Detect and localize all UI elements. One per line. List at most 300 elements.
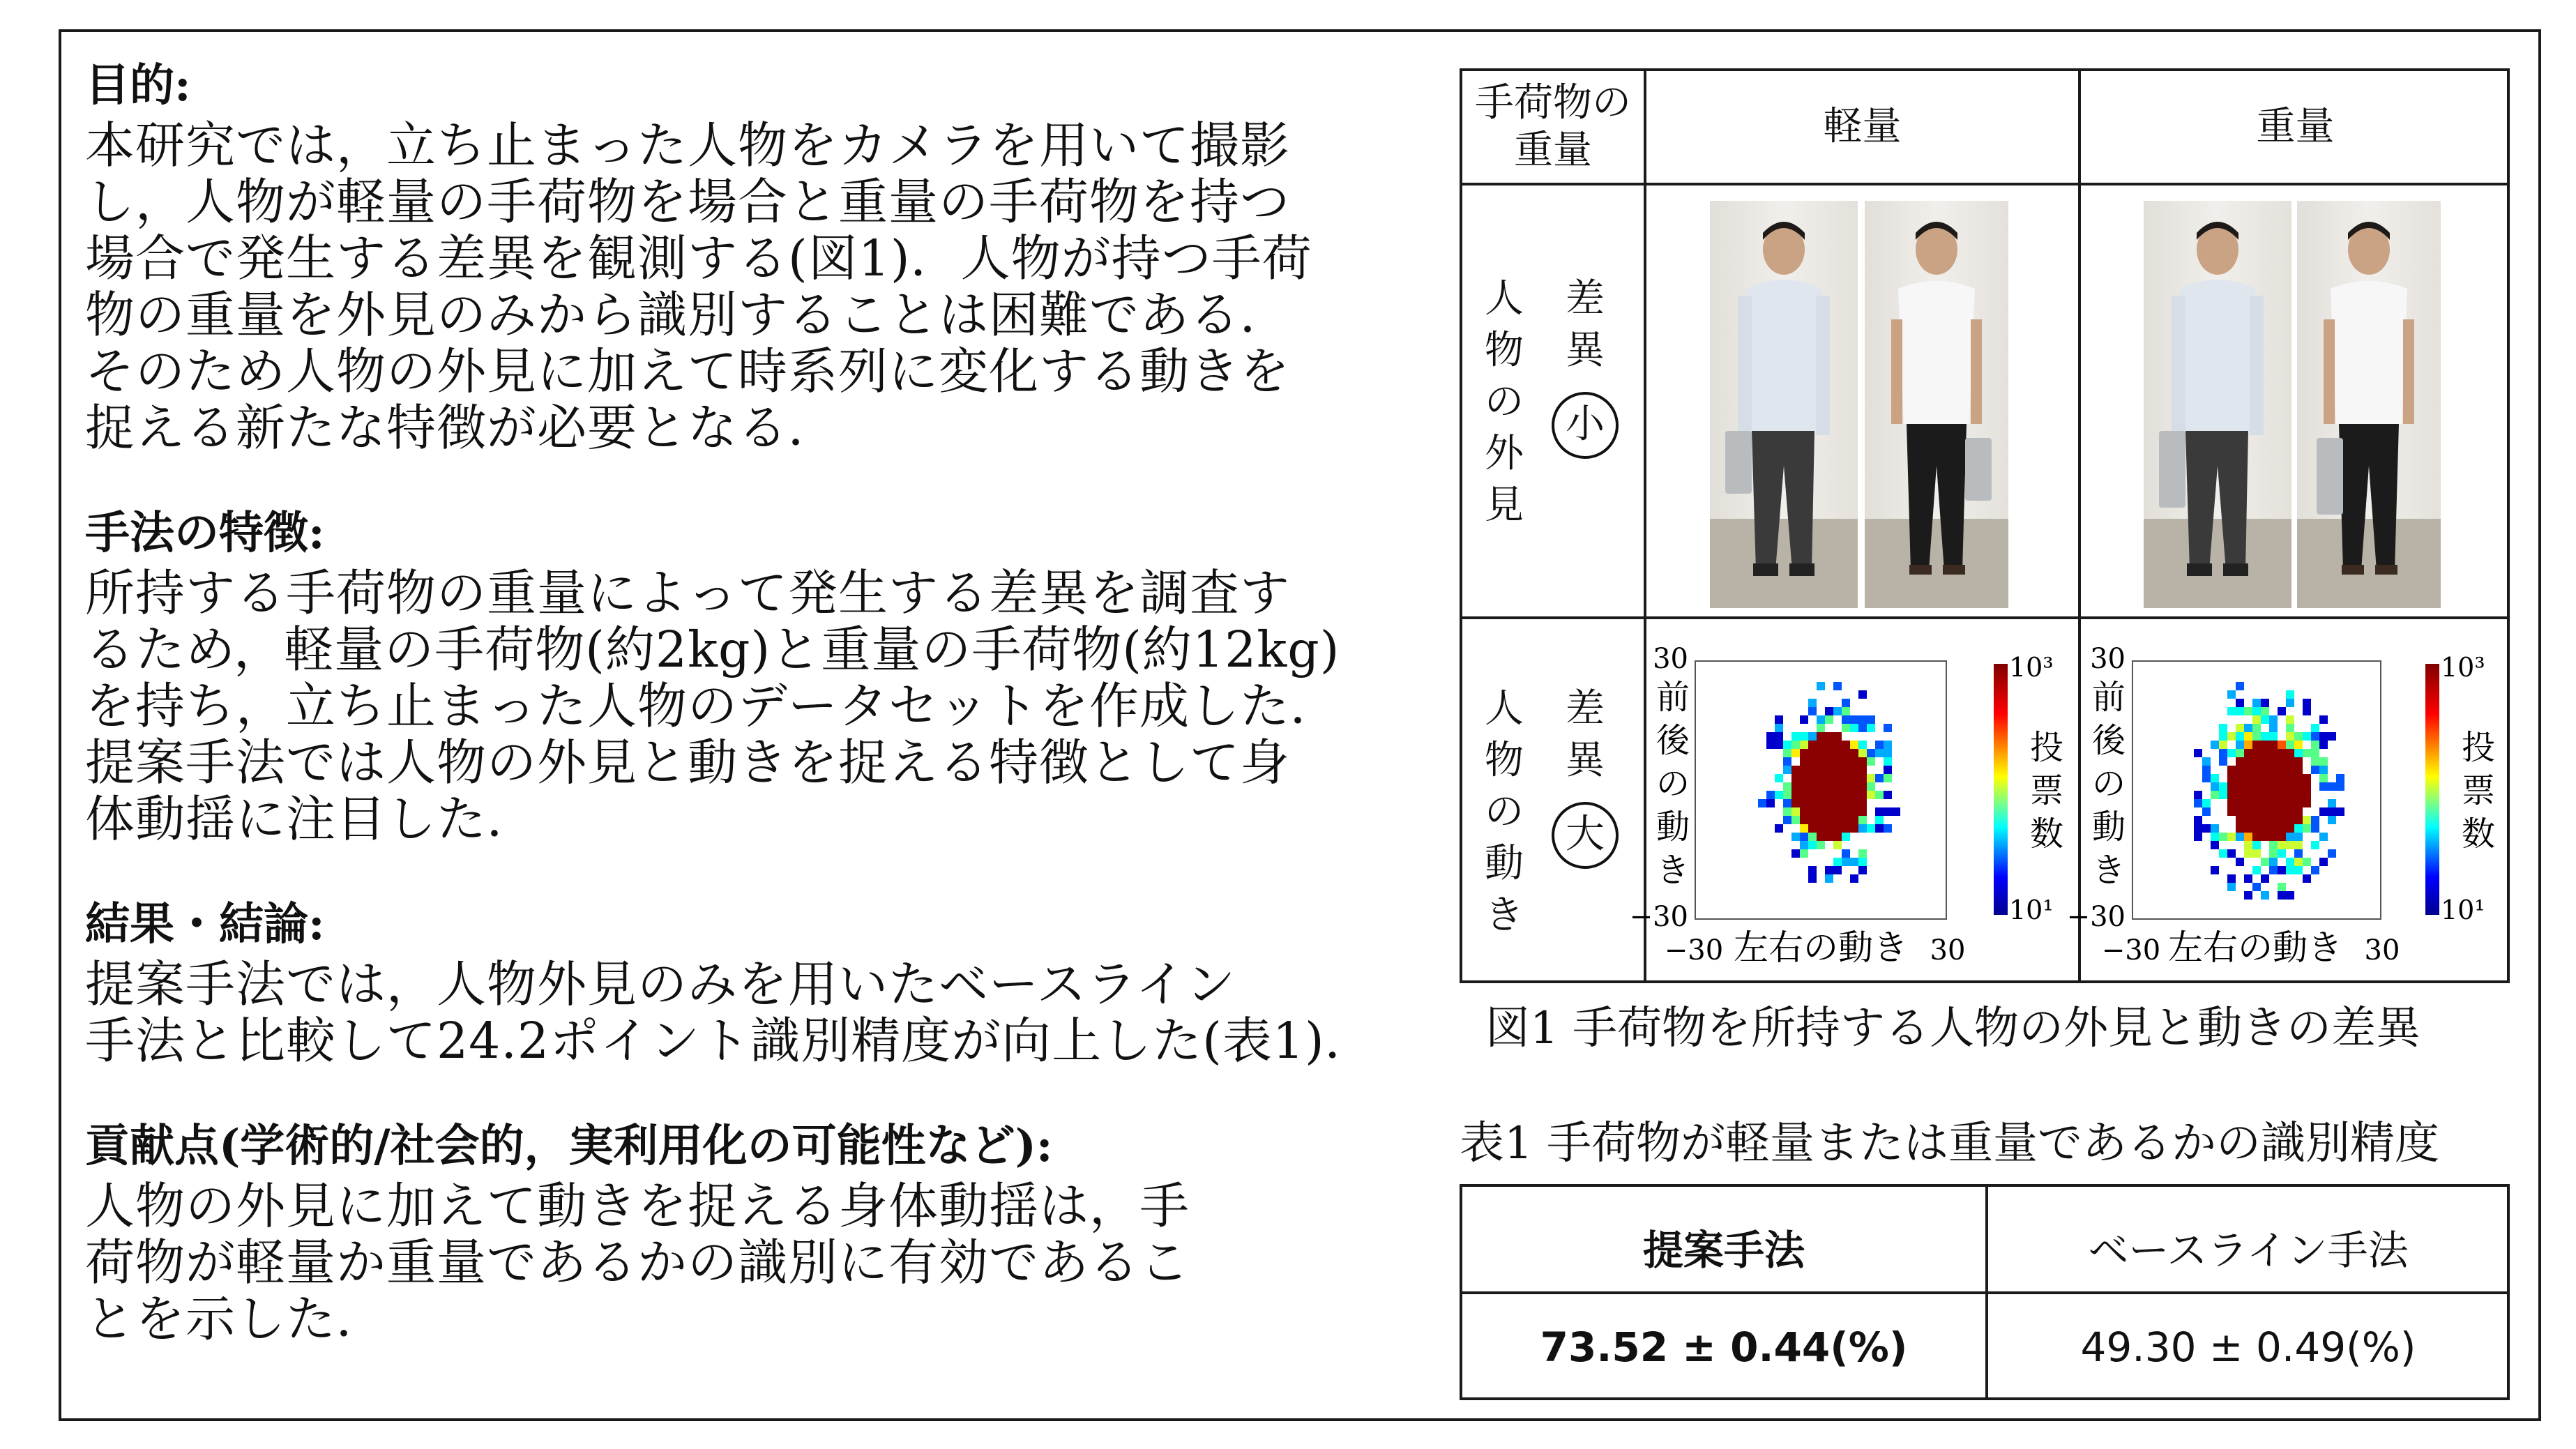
heat-cell <box>2303 858 2311 866</box>
heat-cell <box>1808 791 1817 799</box>
heat-cell <box>2227 732 2236 741</box>
heatmap-heavy <box>2066 619 2510 980</box>
heat-cell <box>2261 858 2269 866</box>
heat-cell <box>2278 833 2286 841</box>
heat-cell <box>1858 866 1867 874</box>
heat-cell <box>1892 807 1900 816</box>
heat-cell <box>1858 690 1867 699</box>
heat-cell <box>2328 849 2336 858</box>
heat-cell <box>1825 824 1833 833</box>
heat-cell <box>2252 807 2261 816</box>
heat-cell <box>2236 858 2244 866</box>
heat-cell <box>1825 741 1833 749</box>
y-max-label: 30 <box>1653 643 1688 675</box>
corner-header-line: 重量 <box>1514 128 1592 173</box>
section-result <box>85 893 1452 1069</box>
heat-cell <box>1867 824 1875 833</box>
heat-cell <box>2227 799 2236 807</box>
heat-cell <box>2252 757 2261 766</box>
heat-cell <box>2236 799 2244 807</box>
heat-cell <box>2269 866 2278 874</box>
heat-cell <box>1783 757 1791 766</box>
heat-cell <box>2252 816 2261 824</box>
heat-cell <box>2236 782 2244 791</box>
heat-cell <box>2278 841 2286 849</box>
heat-cell <box>1825 749 1833 757</box>
heat-cell <box>1833 774 1842 782</box>
heat-cell <box>2294 866 2303 874</box>
heat-cell <box>1800 807 1808 816</box>
heat-cell <box>2236 757 2244 766</box>
heat-cell <box>1783 741 1791 749</box>
heat-cell <box>1817 824 1825 833</box>
heat-cell <box>2244 891 2252 900</box>
heat-cell <box>1800 749 1808 757</box>
heat-cell <box>1858 766 1867 774</box>
heat-cell <box>2252 782 2261 791</box>
heat-cell <box>1858 749 1867 757</box>
heat-cell <box>1791 732 1800 741</box>
heat-cell <box>1833 824 1842 833</box>
heat-cell <box>2261 707 2269 715</box>
diff-char: 異 <box>1566 328 1605 373</box>
heat-cell <box>2278 757 2286 766</box>
heat-cell <box>2278 891 2286 900</box>
heat-cell <box>2311 741 2319 749</box>
heat-cell <box>1808 757 1817 766</box>
heat-cell <box>1800 824 1808 833</box>
colorbar <box>2425 664 2439 915</box>
heat-cell <box>2252 883 2261 891</box>
heat-cell <box>1825 757 1833 766</box>
heat-cell <box>2278 707 2286 715</box>
heat-cell <box>1850 715 1858 724</box>
heat-cell <box>2236 791 2244 799</box>
heat-cell <box>2261 741 2269 749</box>
heat-cell <box>2252 824 2261 833</box>
heat-cell <box>1884 766 1892 774</box>
heat-cell <box>1850 774 1858 782</box>
heat-cell <box>2261 807 2269 816</box>
heat-cell <box>1791 749 1800 757</box>
heat-cell <box>2252 841 2261 849</box>
heat-cell <box>1783 807 1791 816</box>
text-column <box>85 54 1452 1347</box>
heat-cell <box>2236 774 2244 782</box>
heat-cell <box>1808 807 1817 816</box>
heat-cell <box>1808 833 1817 841</box>
heat-cell <box>2236 749 2244 757</box>
heat-cell <box>2278 766 2286 774</box>
heat-cell <box>2227 807 2236 816</box>
heat-cell <box>1867 724 1875 732</box>
heat-cell <box>2236 816 2244 824</box>
heat-cell <box>2269 741 2278 749</box>
cbar-label-char: 数 <box>2461 814 2496 854</box>
heat-cell <box>2286 774 2294 782</box>
section-purpose <box>85 54 1452 456</box>
heat-cell <box>1808 741 1817 749</box>
heat-cell <box>2227 707 2236 715</box>
x-min-label: −30 <box>1664 934 1724 966</box>
heat-cell <box>2336 774 2344 782</box>
heat-cell <box>1858 757 1867 766</box>
heat-cell <box>2252 774 2261 782</box>
heat-cell <box>2269 858 2278 866</box>
heat-cell <box>2261 782 2269 791</box>
heat-cell <box>1800 849 1808 858</box>
heat-cell <box>2261 749 2269 757</box>
heat-cell <box>2319 858 2328 866</box>
heat-cell <box>1808 841 1817 849</box>
heat-cell <box>2328 816 2336 824</box>
heat-cell <box>2244 816 2252 824</box>
cbar-label-char: 票 <box>2029 771 2064 810</box>
heat-cell <box>1850 858 1858 866</box>
heat-cell <box>2244 741 2252 749</box>
heat-cell <box>1817 816 1825 824</box>
heat-cell <box>2202 757 2211 766</box>
x-axis-label: 左右の動き <box>2168 927 2342 968</box>
heat-cell <box>1791 799 1800 807</box>
heat-cell <box>2286 690 2294 699</box>
heat-cell <box>1775 824 1783 833</box>
heat-cell <box>1783 799 1791 807</box>
heat-cell <box>2294 791 2303 799</box>
heat-cell <box>1858 824 1867 833</box>
heat-cell <box>2336 807 2344 816</box>
row-label-char: 物 <box>1485 328 1524 373</box>
x-axis-label: 左右の動き <box>1734 927 1908 968</box>
heat-cell <box>1800 782 1808 791</box>
heat-cell <box>1825 707 1833 715</box>
heat-cell <box>2244 782 2252 791</box>
diff-char: 差 <box>1566 686 1605 731</box>
heat-cell <box>1775 791 1783 799</box>
heat-cell <box>2252 833 2261 841</box>
heat-cell <box>2278 866 2286 874</box>
heat-cell <box>1808 766 1817 774</box>
heat-cell <box>2261 757 2269 766</box>
heat-cell <box>2311 724 2319 732</box>
heat-cell <box>2311 749 2319 757</box>
heat-cell <box>1800 833 1808 841</box>
heat-cell <box>1808 732 1817 741</box>
heat-cell <box>2278 749 2286 757</box>
heat-cell <box>2244 849 2252 858</box>
heat-cell <box>2286 816 2294 824</box>
x-max-label: 30 <box>2364 934 2400 966</box>
heatmap-light <box>1629 619 2078 980</box>
heat-cell <box>1825 833 1833 841</box>
heat-cell <box>2252 715 2261 724</box>
heat-cell <box>2303 824 2311 833</box>
heat-cell <box>2252 732 2261 741</box>
heat-cell <box>2278 816 2286 824</box>
heat-cell <box>2319 715 2328 724</box>
heat-cell <box>1791 833 1800 841</box>
diff-char: 異 <box>1566 738 1605 783</box>
text-line: そのため人物の外見に加えて時系列に変化する動きを <box>85 342 1291 400</box>
heat-cell <box>1808 874 1817 883</box>
heat-cell <box>1842 774 1850 782</box>
heat-cell <box>2244 791 2252 799</box>
heat-cell <box>1833 782 1842 791</box>
heat-cell <box>2269 715 2278 724</box>
heat-cell <box>2236 766 2244 774</box>
heat-cell <box>2286 741 2294 749</box>
heat-cell <box>1800 757 1808 766</box>
diff-char: 差 <box>1566 276 1605 321</box>
heat-cell <box>2194 749 2202 757</box>
heat-cell <box>1833 807 1842 816</box>
heat-cell <box>2269 833 2278 841</box>
heat-cell <box>2294 807 2303 816</box>
heat-cell <box>2319 807 2328 816</box>
heat-cell <box>1817 724 1825 732</box>
cbar-min-label: 10¹ <box>2009 895 2054 925</box>
heat-cell <box>1808 816 1817 824</box>
heat-cell <box>2261 715 2269 724</box>
heat-cell <box>2303 749 2311 757</box>
heat-cell <box>2219 732 2227 741</box>
heat-cell <box>1800 741 1808 749</box>
heat-cell <box>2202 807 2211 816</box>
heat-cell <box>2219 724 2227 732</box>
header-proposed: 提案手法 <box>1642 1227 1805 1274</box>
value-baseline: 49.30 ± 0.49(%) <box>2080 1323 2416 1371</box>
section-heading: 結果・結論: <box>85 898 325 950</box>
row-label-char: 見 <box>1485 483 1524 528</box>
heat-cell <box>1783 816 1791 824</box>
y-label-char: 動 <box>1656 807 1690 847</box>
heat-cell <box>1800 791 1808 799</box>
heat-cell <box>1758 799 1766 807</box>
heat-cell <box>1791 774 1800 782</box>
heat-cell <box>2261 766 2269 774</box>
heat-cell <box>2336 782 2344 791</box>
heat-cell <box>2303 791 2311 799</box>
heat-cell <box>2294 816 2303 824</box>
heat-cell <box>2211 774 2219 782</box>
heat-cell <box>2286 699 2294 707</box>
heat-cell <box>2286 715 2294 724</box>
heat-cell <box>1858 816 1867 824</box>
heat-cell <box>2286 766 2294 774</box>
heat-cell <box>1867 757 1875 766</box>
heat-cell <box>1791 766 1800 774</box>
row-label-char: 人 <box>1485 686 1524 731</box>
heat-cell <box>2227 883 2236 891</box>
diff-label <box>1564 273 1606 377</box>
y-label-char: 前 <box>1656 678 1690 717</box>
heat-cell <box>2269 749 2278 757</box>
heat-cell <box>1867 715 1875 724</box>
heat-cell <box>2219 757 2227 766</box>
heat-cell <box>1858 858 1867 866</box>
heat-cell <box>2227 849 2236 858</box>
heat-cell <box>1850 724 1858 732</box>
heat-cell <box>1842 757 1850 766</box>
heat-cell <box>2294 799 2303 807</box>
text-line: 体動揺に注目した． <box>85 790 538 848</box>
heat-cell <box>1775 732 1783 741</box>
heat-cell <box>1833 799 1842 807</box>
heat-cell <box>1858 774 1867 782</box>
text-line: し，人物が軽量の手荷物を場合と重量の手荷物を持つ <box>85 173 1291 231</box>
heat-cell <box>2278 849 2286 858</box>
heat-cell <box>2319 833 2328 841</box>
heat-cell <box>2194 799 2202 807</box>
heat-cell <box>1842 807 1850 816</box>
heat-cell <box>1850 807 1858 816</box>
heat-cell <box>1842 782 1850 791</box>
heat-cell <box>2269 799 2278 807</box>
heat-cell <box>1825 866 1833 874</box>
heat-cell <box>2194 833 2202 841</box>
heat-cell <box>1817 715 1825 724</box>
heat-cell <box>2244 766 2252 774</box>
heat-cell <box>1833 707 1842 715</box>
heat-cell <box>1800 799 1808 807</box>
heat-cell <box>2261 791 2269 799</box>
text-line: るため，軽量の手荷物(約2kg)と重量の手荷物(約12kg) <box>85 621 1340 678</box>
heat-cell <box>1800 732 1808 741</box>
text-line: 本研究では，立ち止まった人物をカメラを用いて撮影 <box>85 116 1291 174</box>
heat-cell <box>1884 774 1892 782</box>
heat-cell <box>1850 782 1858 791</box>
heat-cell <box>2269 732 2278 741</box>
heat-cell <box>2211 782 2219 791</box>
heat-cell <box>2294 774 2303 782</box>
heat-cell <box>2311 824 2319 833</box>
heat-cell <box>2252 749 2261 757</box>
heat-cell <box>2278 824 2286 833</box>
heat-cell <box>1850 874 1858 883</box>
heat-cell <box>2294 766 2303 774</box>
heat-cell <box>2227 766 2236 774</box>
heat-cell <box>1875 774 1884 782</box>
heat-cell <box>1842 749 1850 757</box>
heat-cell <box>2227 791 2236 799</box>
heat-cell <box>1817 757 1825 766</box>
heat-cell <box>1833 766 1842 774</box>
text-line: 提案手法では，人物外見のみを用いたベースライン <box>85 955 1236 1013</box>
heat-cell <box>1817 791 1825 799</box>
heat-cell <box>1858 782 1867 791</box>
row-label-appearance <box>1483 273 1525 531</box>
heat-cell <box>1817 841 1825 849</box>
heat-cell <box>1867 782 1875 791</box>
heat-cell <box>2294 782 2303 791</box>
heat-cell <box>2328 782 2336 791</box>
heat-cell <box>1833 741 1842 749</box>
heat-cell <box>2294 833 2303 841</box>
corner-header-line: 手荷物の <box>1475 80 1631 126</box>
heat-cell <box>2202 824 2211 833</box>
heat-cell <box>2294 849 2303 858</box>
grid-line <box>1462 1291 2507 1294</box>
heat-cell <box>2261 699 2269 707</box>
heat-cell <box>2252 791 2261 799</box>
heat-cell <box>1808 866 1817 874</box>
heat-cell <box>2261 799 2269 807</box>
heat-cell <box>1858 715 1867 724</box>
heat-cell <box>2269 757 2278 766</box>
x-min-label: −30 <box>2101 934 2161 966</box>
heat-cell <box>2294 741 2303 749</box>
heat-cell <box>2278 807 2286 816</box>
heat-cell <box>1833 732 1842 741</box>
heat-cell <box>1825 782 1833 791</box>
heat-cell <box>2286 858 2294 866</box>
heat-cell <box>1817 807 1825 816</box>
heat-cell <box>2303 782 2311 791</box>
text-line: とを示した． <box>85 1290 387 1348</box>
heat-cell <box>2286 749 2294 757</box>
y-label-char: の <box>2091 764 2126 803</box>
heat-cell <box>1867 774 1875 782</box>
figure-table <box>1460 68 2510 983</box>
heat-cell <box>1850 766 1858 774</box>
heat-cell <box>2244 841 2252 849</box>
heat-cell <box>2227 690 2236 699</box>
heat-cell <box>2286 732 2294 741</box>
row-label-char: 人 <box>1485 276 1524 321</box>
text-line: 場合で発生する差異を観測する(図1)．人物が持つ手荷 <box>85 229 1312 287</box>
heat-cell <box>1842 858 1850 866</box>
heat-cell <box>1842 707 1850 715</box>
text-line: 荷物が軽量か重量であるかの識別に有効であるこ <box>85 1234 1190 1291</box>
y-label-char: き <box>1656 851 1690 890</box>
heat-cell <box>2286 799 2294 807</box>
heat-cell <box>2269 774 2278 782</box>
corner-header <box>1462 79 1644 174</box>
heat-cell <box>2303 774 2311 782</box>
section-heading: 手法の特徴: <box>85 507 325 559</box>
heat-cell <box>2269 807 2278 816</box>
heat-cell <box>2211 841 2219 849</box>
heat-cell <box>1833 833 1842 841</box>
heat-cell <box>1850 757 1858 766</box>
heat-cell <box>2303 707 2311 715</box>
heat-cell <box>1808 749 1817 757</box>
heat-cell <box>1884 791 1892 799</box>
person-photo-light-tshirt <box>1865 201 2008 608</box>
heat-cell <box>1791 741 1800 749</box>
heat-cell <box>2319 732 2328 741</box>
heat-cell <box>1791 816 1800 824</box>
heat-cell <box>1766 741 1775 749</box>
heat-cell <box>2252 724 2261 732</box>
heat-cell <box>2286 807 2294 816</box>
heat-cell <box>2236 741 2244 749</box>
heat-cell <box>2202 766 2211 774</box>
heat-cell <box>1800 816 1808 824</box>
heat-cell <box>2194 816 2202 824</box>
heat-cell <box>1858 799 1867 807</box>
heat-cell <box>2294 824 2303 833</box>
x-max-label: 30 <box>1930 934 1966 966</box>
heat-cell <box>2303 874 2311 883</box>
heat-cell <box>1783 766 1791 774</box>
heat-cell <box>2278 791 2286 799</box>
text-line: 人物の外見に加えて動きを捉える身体動揺は，手 <box>85 1177 1190 1235</box>
heat-cell <box>2252 741 2261 749</box>
heat-cell <box>1825 816 1833 824</box>
heat-cell <box>1766 791 1775 799</box>
heat-cell <box>1833 749 1842 757</box>
